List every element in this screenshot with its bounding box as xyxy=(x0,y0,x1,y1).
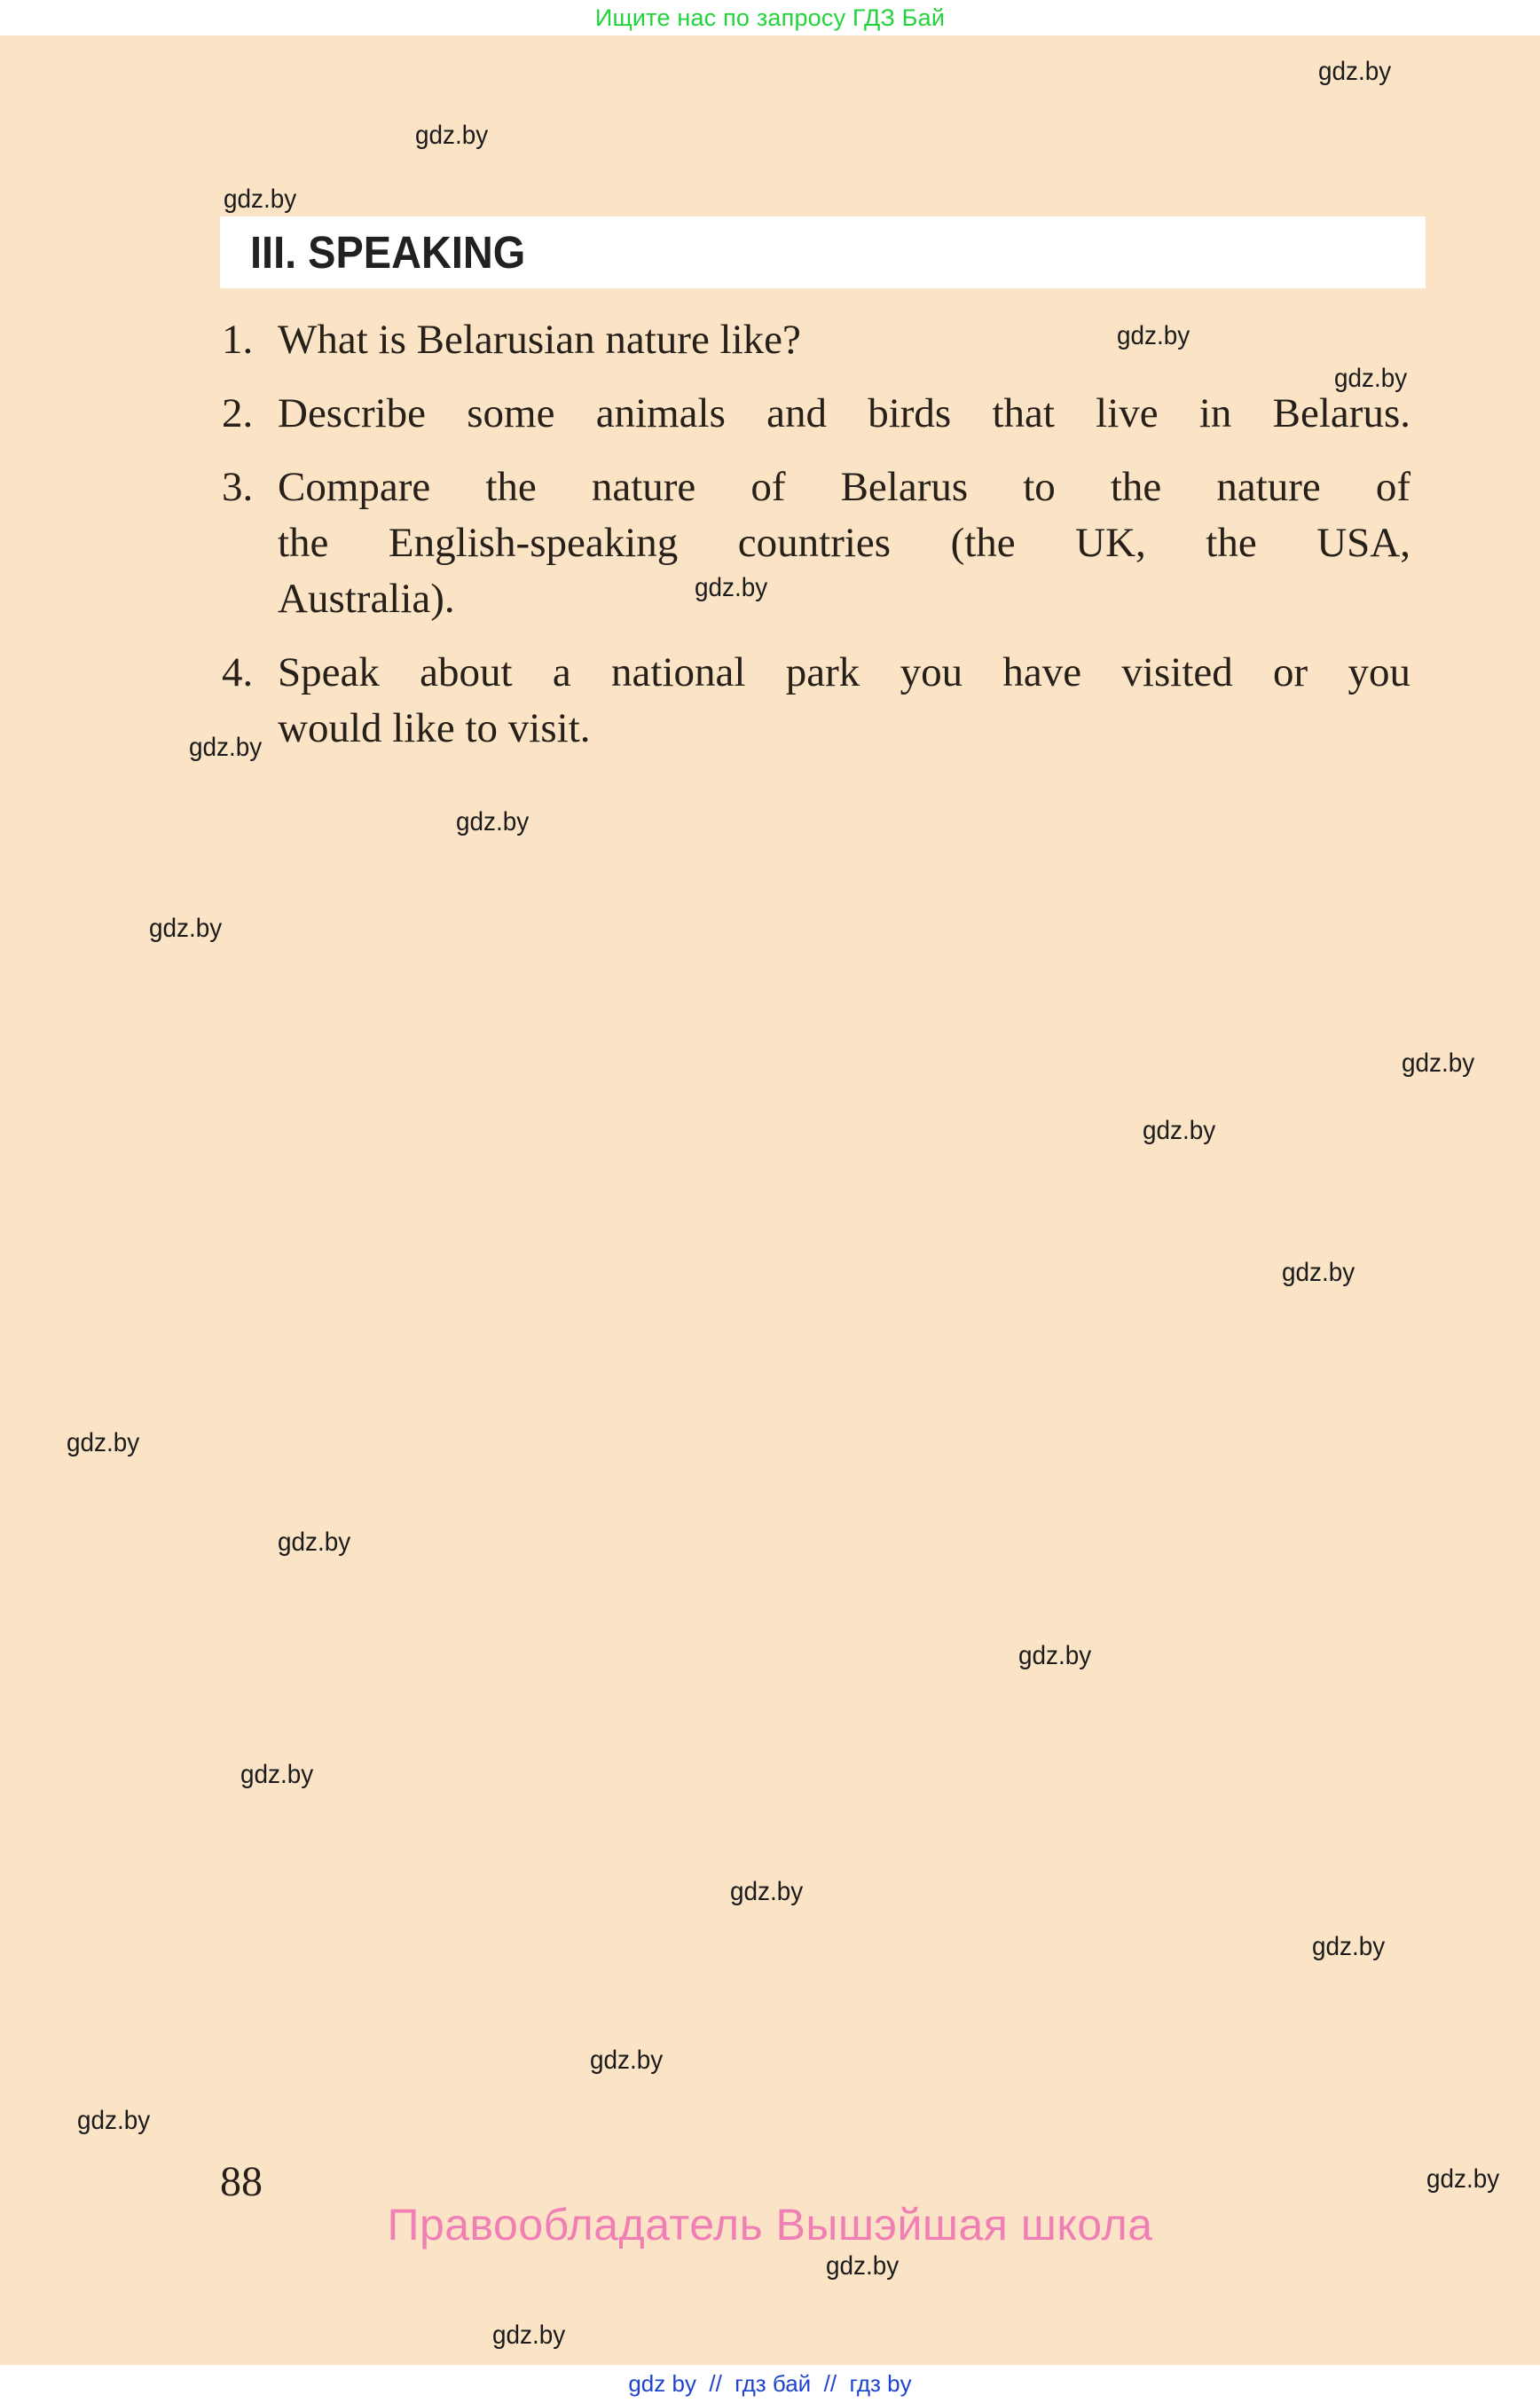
gdz-watermark: gdz.by xyxy=(77,2106,151,2135)
gdz-watermark: gdz.by xyxy=(1334,364,1408,393)
gdz-watermark: gdz.by xyxy=(695,573,768,602)
gdz-watermark: gdz.by xyxy=(1143,1116,1216,1145)
gdz-watermark: gdz.by xyxy=(240,1760,314,1789)
task-1-line-1: What is Belarusian nature like? xyxy=(278,317,801,363)
task-4-line-1: Speak about a national park you have visited or you xyxy=(278,649,1410,695)
gdz-watermark: gdz.by xyxy=(149,914,223,943)
gdz-watermark: gdz.by xyxy=(1318,57,1392,86)
gdz-watermark: gdz.by xyxy=(1312,1932,1386,1961)
gdz-watermark: gdz.by xyxy=(415,121,489,150)
task-3-number: 3. xyxy=(222,464,254,510)
task-3-line-3: Australia). xyxy=(278,576,455,622)
task-4-number: 4. xyxy=(222,649,254,695)
gdz-watermark: gdz.by xyxy=(1282,1258,1355,1287)
gdz-watermark: gdz.by xyxy=(189,733,263,762)
gdz-watermark: gdz.by xyxy=(1426,2164,1500,2194)
task-item-2 xyxy=(222,386,1410,442)
gdz-watermark: gdz.by xyxy=(1402,1048,1475,1078)
gdz-watermark: gdz.by xyxy=(224,185,297,214)
promo-banner-text: Ищите нас по запросу ГДЗ Бай xyxy=(594,4,946,31)
task-list xyxy=(222,312,1410,774)
task-1-number: 1. xyxy=(222,317,254,363)
gdz-footer-links[interactable]: gdz by // гдз бай // гдз by xyxy=(628,2370,912,2397)
task-3-line-2: the English-speaking countries (the UK, the USA, xyxy=(278,520,1410,566)
gdz-watermark: gdz.by xyxy=(826,2251,900,2281)
top-promo-banner xyxy=(0,0,1540,35)
gdz-watermark: gdz.by xyxy=(278,1527,351,1557)
task-2-line-1: Describe some animals and birds that live in Belarus. xyxy=(278,390,1410,436)
gdz-watermark: gdz.by xyxy=(456,807,530,836)
task-item-4 xyxy=(222,645,1410,757)
task-3-line-1: Compare the nature of Belarus to the nature of xyxy=(278,464,1410,510)
task-4-line-2: would like to visit. xyxy=(278,705,591,751)
task-item-1 xyxy=(222,312,1410,368)
gdz-watermark: gdz.by xyxy=(730,1877,804,1906)
copyright-notice: Правообладатель Вышэйшая школа xyxy=(387,2200,1153,2250)
section-heading: III. SPEAKING xyxy=(250,227,526,278)
task-2-number: 2. xyxy=(222,390,254,436)
gdz-watermark: gdz.by xyxy=(1117,321,1190,350)
bottom-links-bar xyxy=(0,2365,1540,2403)
gdz-watermark: gdz.by xyxy=(1018,1641,1092,1670)
gdz-watermark: gdz.by xyxy=(590,2046,664,2075)
page-number: 88 xyxy=(220,2158,263,2205)
gdz-watermark: gdz.by xyxy=(492,2321,566,2350)
section-heading-bar xyxy=(220,216,1426,288)
gdz-watermark: gdz.by xyxy=(67,1428,140,1457)
task-item-3 xyxy=(222,459,1410,627)
